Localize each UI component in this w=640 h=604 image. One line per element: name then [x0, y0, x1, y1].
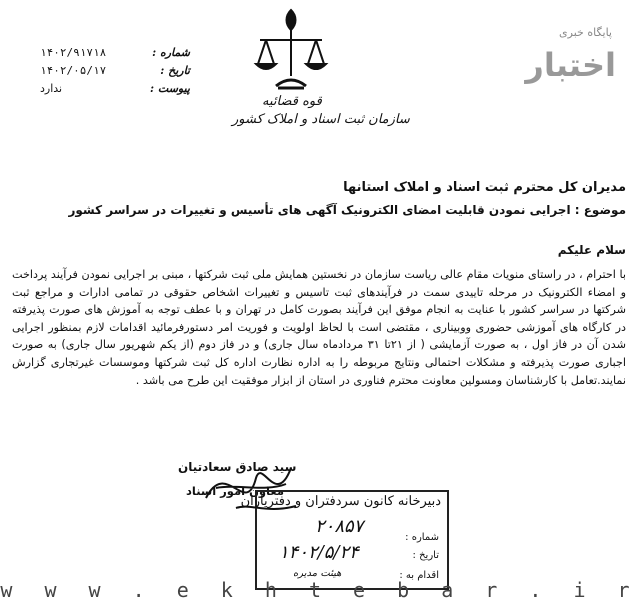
stamp-action-value: هیئت مدیره: [293, 568, 342, 579]
letter-meta: [40, 44, 190, 98]
stamp-date-value: ۱۴۰۲/۵/۲۴: [279, 542, 359, 563]
judiciary-header: قوه قضائیه: [262, 94, 322, 109]
date-value: ۱۴۰۲/۰۵/۱۷: [40, 64, 107, 77]
stamp-title: دبیرخانه کانون سردفتران و دفتریاران: [240, 494, 441, 509]
stamp-action-label: اقدام به :: [399, 570, 439, 581]
attachment-value: ندارد: [40, 82, 63, 95]
meta-attachment-row: [40, 80, 190, 98]
stamp-number-label: شماره :: [405, 532, 439, 543]
meta-date-row: [40, 62, 190, 80]
receipt-stamp: [240, 490, 449, 590]
date-label: تاریخ :: [160, 64, 190, 77]
watermark-url: w w w . e k h t e b a r . i r: [0, 578, 640, 602]
signatory-name: سید صادق سعادتیان: [178, 460, 297, 474]
stamp-date-label: تاریخ :: [412, 550, 439, 561]
letter-recipient: مدیران کل محترم ثبت اسناد و املاک استانها: [343, 180, 626, 195]
number-value: ۱۴۰۲/۹۱۷۱۸: [40, 46, 107, 59]
letter-body: با احترام ، در راستای منویات مقام عالی ریاست سازمان در نخستین همایش ملی ثبت شرکتها ، مبنی بر اجرایی نمودن فرآیند پرداخت و امضاء الکترونیک در مرحله تاییدی سمت در فرآیندهای ثبت تاسیس و تغییرات اشخاص حقوقی در تمامی ادارات و مراجع ثبت شرکتها در سراسر کشور با عنایت به انجام موفق این فرآیند بصورت کامل در تهران و با عطف توجه به آموزش های صورت پذیرفته در کارگاه های آموزشی حضوری ووبیناری ، مقتضی است با لحاظ اولویت و فوریت امر دستورفرمائید اقدامات لازم بمنظور اجرایی شدن آن در فاز اول ، به صورت آزمایشی ( از ۲۱تا ۳۱ مردادماه سال جاری) و در فاز دوم (از یکم شهریور سال جاری) به صورت اجباری صورت پذیرفته و مشکلات احتمالی ونتایج مربوطه را به اداره نظارت اداره کل ثبت شرکتها وموسسات غیرتجاری گزارش نمایند.تعامل با کارشناسان ومسولین معاونت محترم فناوری در استان از ابزار موفقیت این طرح می باشد .: [12, 268, 627, 387]
signatory-title: معاون امور اسناد: [186, 484, 284, 498]
stamp-number-value: ۲۰۸۵۷: [315, 516, 364, 537]
attachment-label: پیوست :: [150, 82, 190, 95]
organization-header: سازمان ثبت اسناد و املاک کشور: [232, 112, 410, 127]
watermark-small-text: پایگاه خبری: [559, 26, 612, 39]
judiciary-emblem-icon: [252, 4, 330, 92]
letter-greeting: سلام علیکم: [557, 243, 626, 257]
watermark-logo-text: اختبار: [525, 46, 616, 84]
letter-subject: موضوع : اجرایی نمودن قابلیت امضای الکترونیک آگهی های تأسیس و تغییرات در سراسر کشور: [68, 203, 626, 217]
meta-number-row: [40, 44, 190, 62]
number-label: شماره :: [152, 46, 190, 59]
